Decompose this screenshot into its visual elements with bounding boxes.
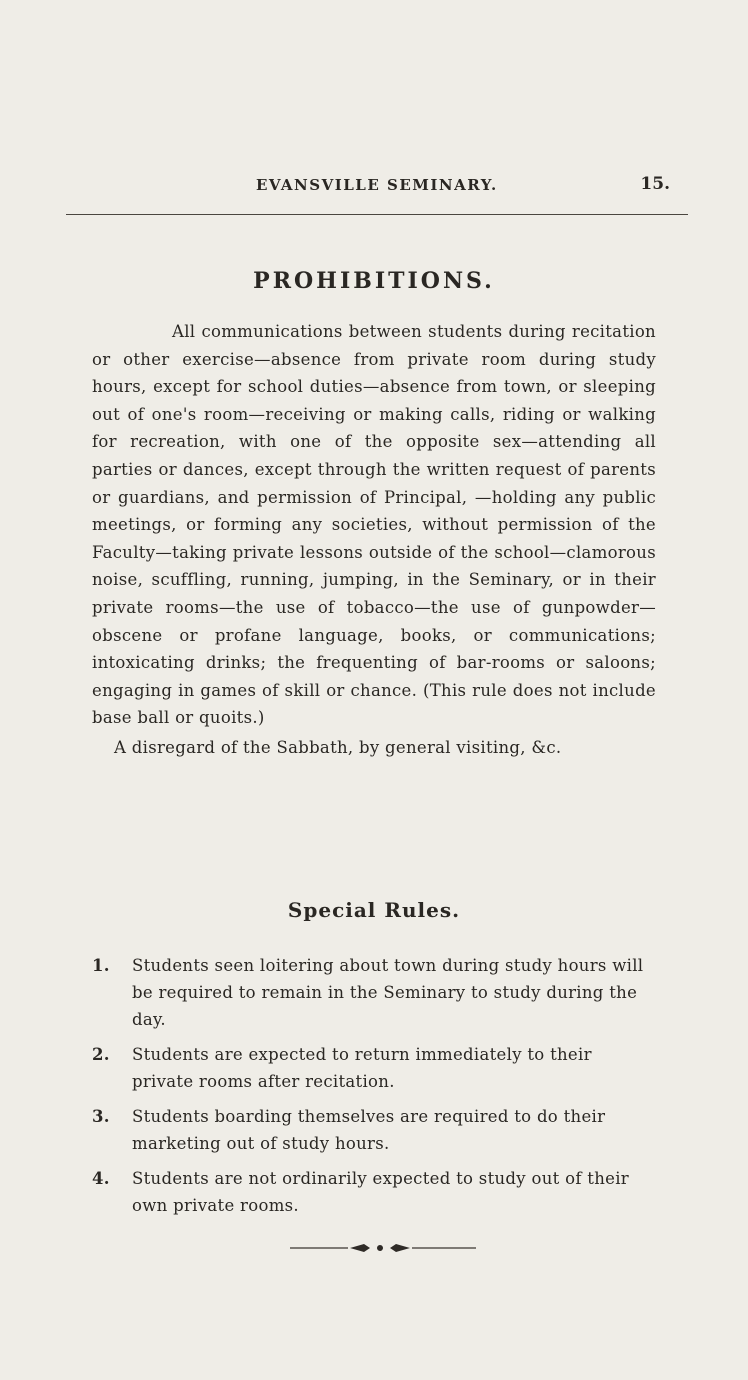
rule-number: 1. [92, 956, 110, 975]
page-number: 15. [640, 174, 670, 194]
header-title: EVANSVILLE SEMINARY. [256, 176, 498, 194]
header-rule [66, 214, 688, 215]
rule-number: 4. [92, 1169, 110, 1188]
rule-item-1 [92, 952, 656, 1033]
special-rules-list [92, 952, 656, 1227]
sabbath-paragraph: A disregard of the Sabbath, by general visiting, &c. [114, 737, 562, 757]
special-rules-title: Special Rules. [287, 898, 461, 922]
prohibitions-title: PROHIBITIONS. [253, 268, 495, 294]
rule-item-2 [92, 1041, 656, 1095]
rule-text: Students boarding themselves are required to do their marketing out of study hours. [132, 1107, 606, 1153]
prohibitions-body [92, 318, 656, 762]
rule-item-4 [92, 1165, 656, 1219]
running-header [60, 176, 688, 200]
rule-text: Students seen loitering about town during study hours will be required to remain in the Seminary to study during the day. [132, 956, 644, 1029]
rule-number: 3. [92, 1107, 110, 1126]
end-ornament [290, 1240, 476, 1256]
rule-text: Students are expected to return immediately to their private rooms after recitation. [132, 1045, 592, 1091]
rule-number: 2. [92, 1045, 110, 1064]
prohibitions-paragraph: All communications between students during recitation or other exercise—absence from private room during study hours, except for school duties—absence from town, or sleeping out of one's room—receiving or making calls, riding or walking for recreation, with one of the opposite sex—attending all parties or dances, except through the written request of parents or guardians, and permission of Principal, —holding any public meetings, or forming any societies, without permission of the Faculty—taking private lessons outside of the school—clamorous noise, scuffling, running, jumping, in the Seminary, or in their private rooms—the use of tobacco—the use of gunpowder—obscene or profane language, books, or communications; intoxicating drinks; the frequenting of bar-rooms or saloons; engaging in games of skill or chance. (This rule does not include base ball or quoits.) [92, 322, 656, 728]
rule-item-3 [92, 1103, 656, 1157]
rule-text: Students are not ordinarily expected to study out of their own private rooms. [132, 1169, 629, 1215]
